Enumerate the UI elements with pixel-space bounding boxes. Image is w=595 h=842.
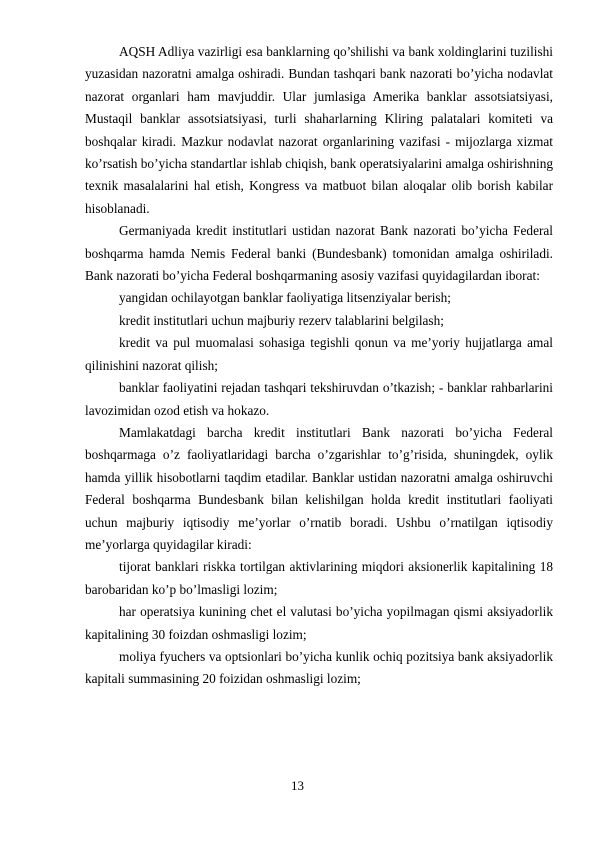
list-item-risk-assets: tijorat banklari riskka tortilgan aktivlarining miqdori aksionerlik kapitalining 18 barobaridan ko’p bo’lmasligi lozim; [85, 559, 553, 597]
page-body [85, 41, 553, 691]
paragraph-us-justice-ministry: AQSH Adliya vazirligi esa banklarning qo’shilishi va bank xoldinglarini tuzilishi yuzasidan nazoratni amalga oshiradi. Bundan tashqari bank nazorati bo’yicha nodavlat nazorat organlari ham mavjuddir. Ular jumlasiga Amerika banklar assotsiatsiyasi, Mustaqil banklar assotsiatsiyasi, turli shaharlarning Kliring palatalari komiteti va boshqalar kiradi. Mazkur nodavlat nazorat organlarining vazifasi - mijozlarga xizmat ko’rsatish bo’yicha standartlar ishlab chiqish, bank operatsiyalarini amalga oshirishning texnik masalalarini hal etish, Kongress va matbuot bilan aloqalar olib borish kabilar hisoblanadi. [85, 44, 553, 216]
list-item-legal-compliance: kredit va pul muomalasi sohasiga tegishli qonun va me’yoriy hujjatlarga amal qilinishini nazorat qilish; [85, 335, 553, 373]
list-item-inspections: banklar faoliyatini rejadan tashqari tekshiruvdan o’tkazish; - banklar rahbarlarini lavozimidan ozod etish va hokazo. [85, 380, 553, 418]
paragraph-reporting-requirements: Mamlakatdagi barcha kredit institutlari Bank nazorati bo’yicha Federal boshqarmaga o’z faoliyatlaridagi barcha o’zgarishlar to’g’risida, shuningdek, oylik hamda yillik hisobotlarni taqdim etadilar. Banklar ustidan nazoratni amalga oshiruvchi Federal boshqarma Bundesbank bilan kelishilgan holda kredit institutlari faoliyati uchun majburiy iqtisodiy me’yorlar o’rnatib boradi. Ushbu o’rnatilgan iqtisodiy me’yorlarga quyidagilar kiradi: [85, 424, 553, 552]
list-item-currency-position: har operatsiya kunining chet el valutasi bo’yicha yopilmagan qismi aksiyadorlik kapitalining 30 foizdan oshmasligi lozim; [85, 604, 553, 642]
page-number: 13 [291, 778, 304, 793]
list-item-futures-options: moliya fyuchers va optsionlari bo’yicha kunlik ochiq pozitsiya bank aksiyadorlik kapitali summasining 20 foizidan oshmasligi lozim; [85, 648, 553, 687]
list-item-reserve-requirements: kredit institutlari uchun majburiy rezerv talablarini belgilash; [119, 312, 444, 328]
paragraph-germany-supervision: Germaniyada kredit institutlari ustidan nazorat Bank nazorati bo’yicha Federal boshqarma hamda Nemis Federal banki (Bundesbank) tomonidan amalga oshiriladi. Bank nazorati bo’yicha Federal boshqarmaning asosiy vazifasi quyidagilardan iborat: [85, 223, 553, 284]
list-item-licensing: yangidan ochilayotgan banklar faoliyatiga litsenziyalar berish; [119, 290, 451, 306]
